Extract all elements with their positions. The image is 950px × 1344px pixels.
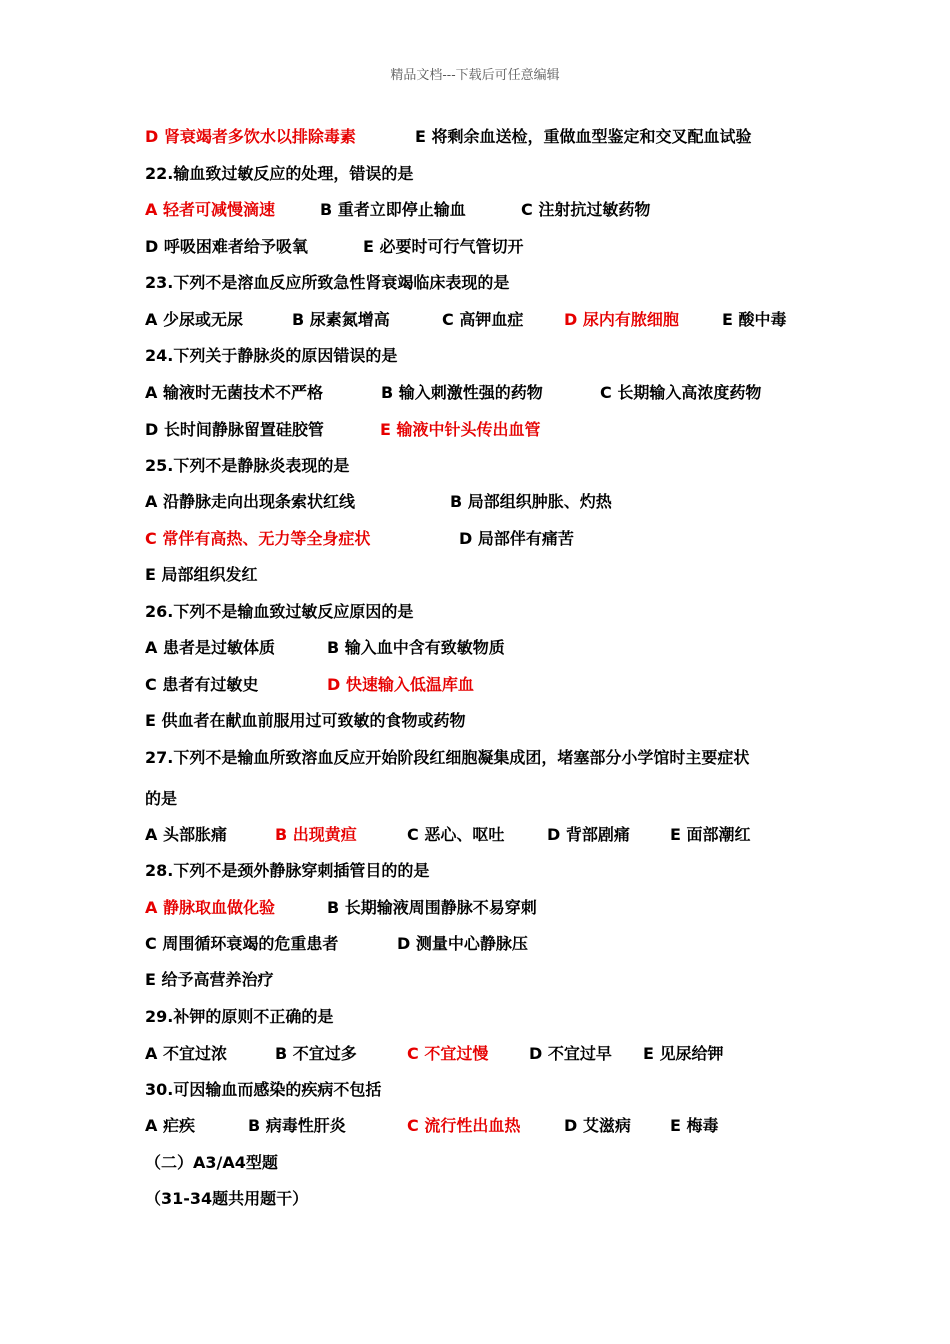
answer-option: E 必要时可行气管切开 bbox=[363, 237, 524, 256]
answer-option-correct: E 输液中针头传出血管 bbox=[380, 420, 541, 439]
answer-option-correct: C 常伴有高热、无力等全身症状 bbox=[145, 529, 371, 548]
question-text: 26.下列不是输血致过敏反应原因的是 bbox=[145, 602, 414, 621]
answer-option: E 酸中毒 bbox=[722, 310, 787, 329]
answer-option: C 周围循环衰竭的危重患者 bbox=[145, 934, 339, 953]
answer-option: E 将剩余血送检，重做血型鉴定和交叉配血试验 bbox=[415, 127, 752, 146]
answer-option: E 供血者在献血前服用过可致敏的食物或药物 bbox=[145, 711, 466, 730]
answer-option: C 高钾血症 bbox=[442, 310, 524, 329]
answer-option: C 长期输入高浓度药物 bbox=[600, 383, 762, 402]
answer-option: D 呼吸困难者给予吸氧 bbox=[145, 237, 308, 256]
question-text: 24.下列关于静脉炎的原因错误的是 bbox=[145, 346, 398, 365]
answer-option: B 输入刺激性强的药物 bbox=[381, 383, 543, 402]
answer-option: B 输入血中含有致敏物质 bbox=[327, 638, 505, 657]
answer-option: D 背部剧痛 bbox=[547, 825, 630, 844]
question-text: 28.下列不是颈外静脉穿刺插管目的的是 bbox=[145, 861, 430, 880]
answer-option: A 疟疾 bbox=[145, 1116, 195, 1135]
answer-option: E 面部潮红 bbox=[670, 825, 751, 844]
answer-option: C 恶心、呕吐 bbox=[407, 825, 505, 844]
answer-option: D 局部伴有痛苦 bbox=[459, 529, 574, 548]
answer-option: A 沿静脉走向出现条索状红线 bbox=[145, 492, 355, 511]
answer-option-correct: A 轻者可减慢滴速 bbox=[145, 200, 275, 219]
question-text: （二）A3/A4型题 bbox=[145, 1153, 278, 1172]
answer-option: E 梅毒 bbox=[670, 1116, 719, 1135]
answer-option-correct: B 出现黄疸 bbox=[275, 825, 357, 844]
answer-option: D 不宜过早 bbox=[529, 1044, 612, 1063]
answer-option-correct: C 不宜过慢 bbox=[407, 1044, 489, 1063]
answer-option-correct: D 尿内有脓细胞 bbox=[564, 310, 679, 329]
answer-option: D 测量中心静脉压 bbox=[397, 934, 528, 953]
question-text: （31-34题共用题干） bbox=[145, 1189, 309, 1208]
answer-option: A 少尿或无尿 bbox=[145, 310, 243, 329]
answer-option: B 局部组织肿胀、灼热 bbox=[450, 492, 612, 511]
answer-option: E 给予高营养治疗 bbox=[145, 970, 274, 989]
answer-option-correct: A 静脉取血做化验 bbox=[145, 898, 275, 917]
answer-option: E 局部组织发红 bbox=[145, 565, 258, 584]
answer-option: B 不宜过多 bbox=[275, 1044, 357, 1063]
question-text: 29.补钾的原则不正确的是 bbox=[145, 1007, 334, 1026]
answer-option: B 病毒性肝炎 bbox=[248, 1116, 346, 1135]
answer-option: C 注射抗过敏药物 bbox=[521, 200, 651, 219]
answer-option: A 头部胀痛 bbox=[145, 825, 227, 844]
question-text: 25.下列不是静脉炎表现的是 bbox=[145, 456, 350, 475]
answer-option: C 患者有过敏史 bbox=[145, 675, 259, 694]
question-text: 的是 bbox=[145, 789, 178, 808]
answer-option: A 不宜过浓 bbox=[145, 1044, 227, 1063]
answer-option: B 尿素氮增高 bbox=[292, 310, 390, 329]
question-text: 27.下列不是输血所致溶血反应开始阶段红细胞凝集成团，堵塞部分小学馆时主要症状 bbox=[145, 748, 750, 767]
answer-option: B 重者立即停止输血 bbox=[320, 200, 466, 219]
question-text: 22.输血致过敏反应的处理，错误的是 bbox=[145, 164, 414, 183]
page-header: 精品文档---下载后可任意编辑 bbox=[390, 68, 560, 83]
answer-option-correct: D 肾衰竭者多饮水以排除毒素 bbox=[145, 127, 356, 146]
question-text: 30.可因输血而感染的疾病不包括 bbox=[145, 1080, 382, 1099]
answer-option: A 患者是过敏体质 bbox=[145, 638, 275, 657]
answer-option: D 长时间静脉留置硅胶管 bbox=[145, 420, 324, 439]
answer-option: E 见尿给钾 bbox=[643, 1044, 724, 1063]
question-text: 23.下列不是溶血反应所致急性肾衰竭临床表现的是 bbox=[145, 273, 510, 292]
answer-option: B 长期输液周围静脉不易穿刺 bbox=[327, 898, 537, 917]
answer-option: A 输液时无菌技术不严格 bbox=[145, 383, 323, 402]
answer-option: D 艾滋病 bbox=[564, 1116, 631, 1135]
answer-option-correct: D 快速输入低温库血 bbox=[327, 675, 474, 694]
answer-option-correct: C 流行性出血热 bbox=[407, 1116, 521, 1135]
